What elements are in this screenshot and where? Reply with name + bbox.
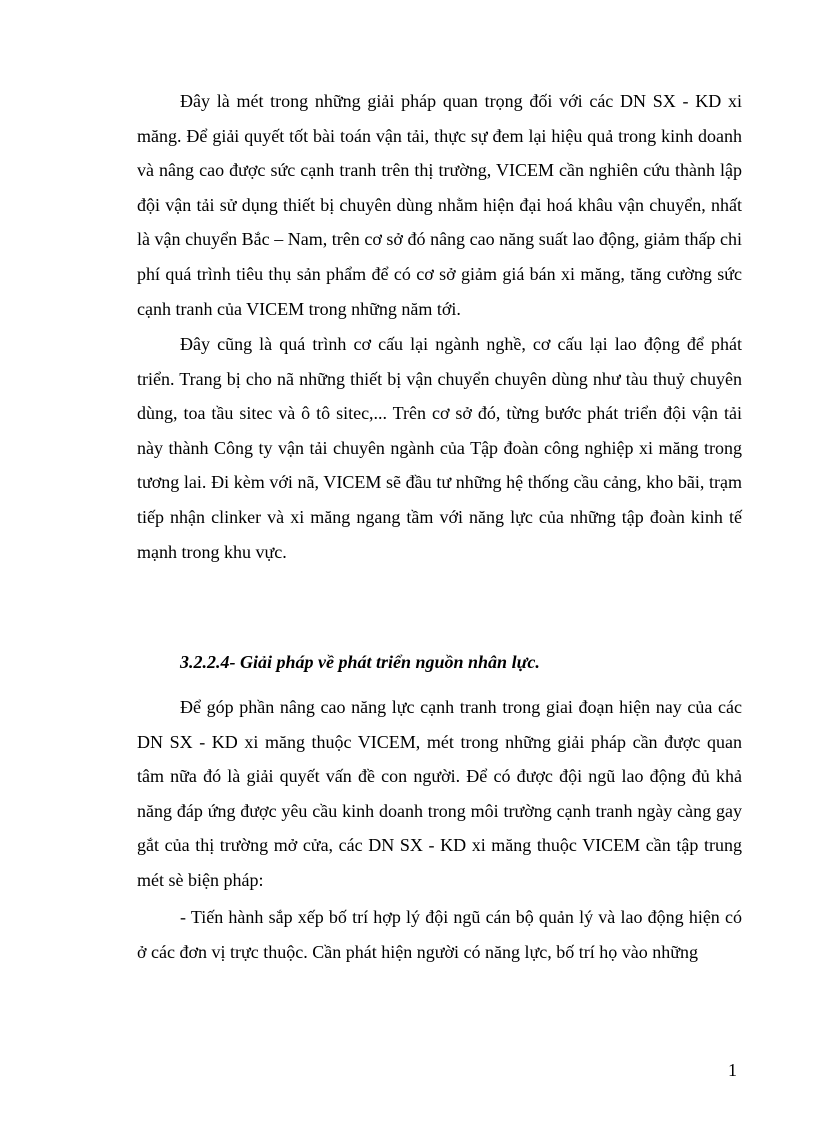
page-number: 1 — [728, 1060, 737, 1080]
section-heading: 3.2.2.4- Giải pháp về phát triển nguồn nhân lực. — [180, 652, 540, 672]
paragraph-human-resources: Để góp phần nâng cao năng lực cạnh tranh trong giai đoạn hiện nay của các DN SX - KD xi măng thuộc VICEM, mét trong những giải pháp cần được quan tâm nữa đó là giải quyết vấn đề con người. Để có được đội ngũ lao động đủ khả năng đáp ứng được yêu cầu kinh doanh trong môi trường cạnh tranh ngày càng gay gắt của thị trường mở cửa, các DN SX - KD xi măng thuộc VICEM cần tập trung mét sè biện pháp: — [137, 697, 742, 890]
paragraph-transport-solution: Đây là mét trong những giải pháp quan trọng đối với các DN SX - KD xi măng. Để giải quyết tốt bài toán vận tải, thực sự đem lại hiệu quả trong kinh doanh và nâng cao được sức cạnh tranh trên thị trường, VICEM cần nghiên cứu thành lập đội vận tải sử dụng thiết bị chuyên dùng nhằm hiện đại hoá khâu vận chuyển, nhất là vận chuyển Bắc – Nam, trên cơ sở đó nâng cao năng suất lao động, giảm thấp chi phí quá trình tiêu thụ sản phẩm để có cơ sở giảm giá bán xi măng, tăng cường sức cạnh tranh của VICEM trong những năm tới. — [137, 91, 742, 319]
paragraph-restructuring: Đây cũng là quá trình cơ cấu lại ngành nghề, cơ cấu lại lao động để phát triển. Trang bị cho nã những thiết bị vận chuyển chuyên dùng như tàu thuỷ chuyên dùng, toa tầu sitec và ô tô sitec,... Trên cơ sở đó, từng bước phát triển đội vận tải này thành Công ty vận tải chuyên ngành của Tập đoàn công nghiệp xi măng trong tương lai. Đi kèm với nã, VICEM sẽ đầu tư những hệ thống cầu cảng, kho bãi, trạm tiếp nhận clinker và xi măng ngang tầm với năng lực của những tập đoàn kinh tế mạnh trong khu vực. — [137, 334, 742, 562]
paragraph-staff-arrangement: - Tiến hành sắp xếp bố trí hợp lý đội ngũ cán bộ quản lý và lao động hiện có ở các đơn vị trực thuộc. Cần phát hiện người có năng lực, bố trí họ vào những — [137, 907, 742, 962]
